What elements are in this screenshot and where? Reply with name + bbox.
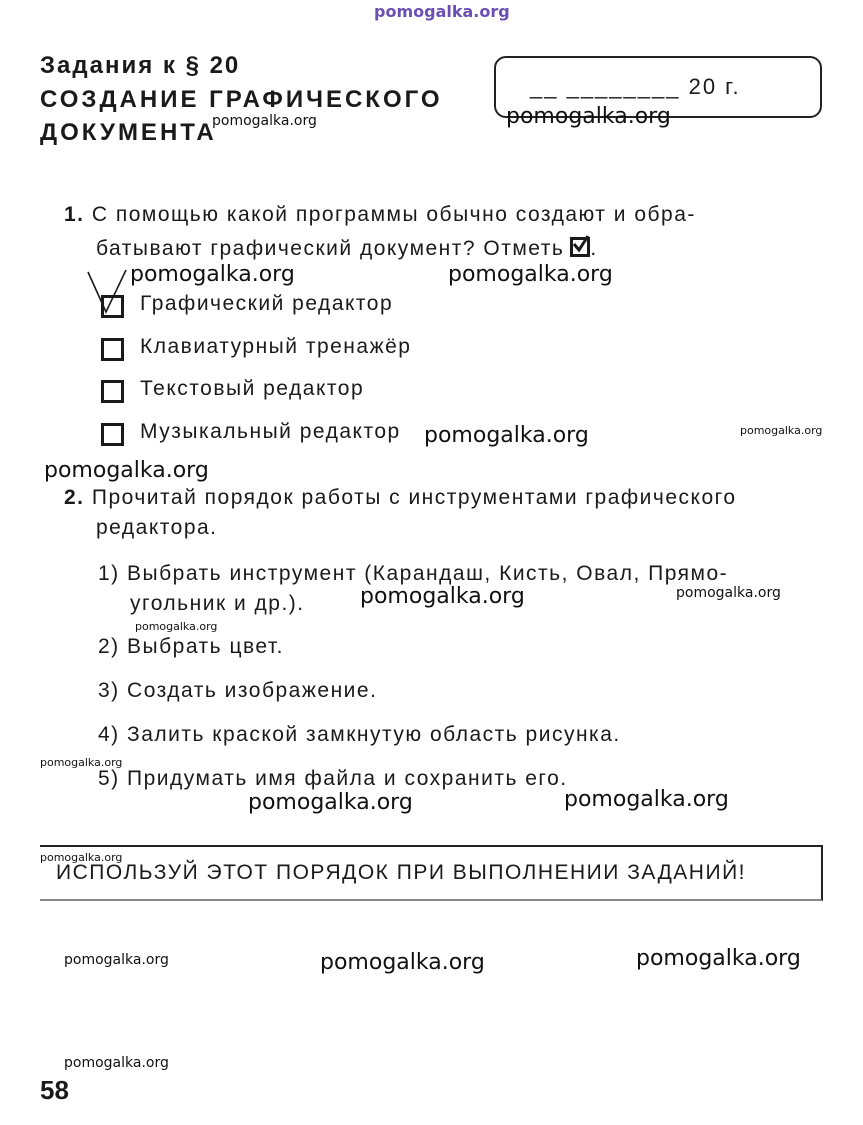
- watermark: pomogalka.org: [740, 424, 823, 437]
- option-checkbox-keyboard-trainer[interactable]: [101, 338, 124, 361]
- step-text: Выбрать инструмент (Карандаш, Кисть, Овал, Прямо-: [127, 562, 729, 585]
- notice-text: ИСПОЛЬЗУЙ ЭТОТ ПОРЯДОК ПРИ ВЫПОЛНЕНИИ ЗАДАНИЙ!: [56, 861, 746, 884]
- option-label-graphics-editor: Графический редактор: [140, 292, 394, 315]
- option-label-text-editor: Текстовый редактор: [140, 377, 365, 400]
- step-text: Выбрать цвет.: [127, 635, 285, 658]
- page-title-line2: ДОКУМЕНТА: [40, 119, 217, 146]
- step-1: [98, 562, 728, 586]
- date-field[interactable]: __ ________ 20 г.: [530, 74, 741, 99]
- watermark: pomogalka.org: [135, 620, 218, 633]
- watermark: pomogalka.org: [64, 1055, 169, 1071]
- page-number: 58: [40, 1075, 69, 1105]
- watermark: pomogalka.org: [676, 585, 781, 601]
- step-number: 1): [98, 562, 120, 585]
- task2-intro-line1: Прочитай порядок работы с инструментами графического: [91, 486, 737, 509]
- task2-intro-line2: редактора.: [96, 516, 218, 539]
- option-label-music-editor: Музыкальный редактор: [140, 420, 401, 443]
- check-example-icon: [570, 237, 590, 257]
- task1-question-line1: С помощью какой программы обычно создают и обра-: [91, 203, 696, 226]
- watermark: pomogalka.org: [64, 952, 169, 968]
- watermark: pomogalka.org: [360, 584, 525, 609]
- task1-question: [64, 203, 696, 227]
- watermark: pomogalka.org: [564, 787, 729, 812]
- step-1-line2: угольник и др.).: [130, 592, 305, 615]
- step-4: [98, 723, 621, 747]
- checkmark-icon: [86, 268, 136, 320]
- step-number: 4): [98, 723, 120, 746]
- section-label: Задания к § 20: [40, 52, 241, 79]
- option-checkbox-text-editor[interactable]: [101, 380, 124, 403]
- watermark: pomogalka.org: [44, 458, 209, 483]
- step-text: Создать изображение.: [127, 679, 378, 702]
- page-title: СОЗДАНИЕ ГРАФИЧЕСКОГО: [40, 86, 443, 113]
- watermark: pomogalka.org: [424, 423, 589, 448]
- step-number: 2): [98, 635, 120, 658]
- step-2: [98, 635, 284, 659]
- step-5: [98, 767, 568, 791]
- option-label-keyboard-trainer: Клавиатурный тренажёр: [140, 335, 412, 358]
- watermark: pomogalka.org: [212, 113, 317, 129]
- task1-number: 1.: [64, 203, 85, 226]
- task2-intro: [64, 486, 737, 510]
- task2-number: 2.: [64, 486, 85, 509]
- task1-question-line2-wrap: батывают графический документ? Отметь .: [96, 237, 598, 260]
- notice-box: [40, 845, 823, 901]
- option-checkbox-music-editor[interactable]: [101, 423, 124, 446]
- watermark: pomogalka.org: [248, 790, 413, 815]
- watermark: pomogalka.org: [506, 104, 671, 129]
- watermark: pomogalka.org: [636, 946, 801, 971]
- watermark: pomogalka.org: [320, 950, 485, 975]
- step-number: 3): [98, 679, 120, 702]
- watermark: pomogalka.org: [448, 262, 613, 287]
- step-text: Придумать имя файла и сохранить его.: [127, 767, 568, 790]
- task1-question-line2: батывают графический документ? Отметь: [96, 237, 565, 260]
- step-number: 5): [98, 767, 120, 790]
- step-text: Залить краской замкнутую область рисунка.: [127, 723, 621, 746]
- watermark: pomogalka.org: [130, 262, 295, 287]
- watermark: pomogalka.org: [40, 756, 123, 769]
- step-3: [98, 679, 377, 703]
- watermark-top: pomogalka.org: [374, 2, 510, 21]
- watermark: pomogalka.org: [40, 851, 123, 864]
